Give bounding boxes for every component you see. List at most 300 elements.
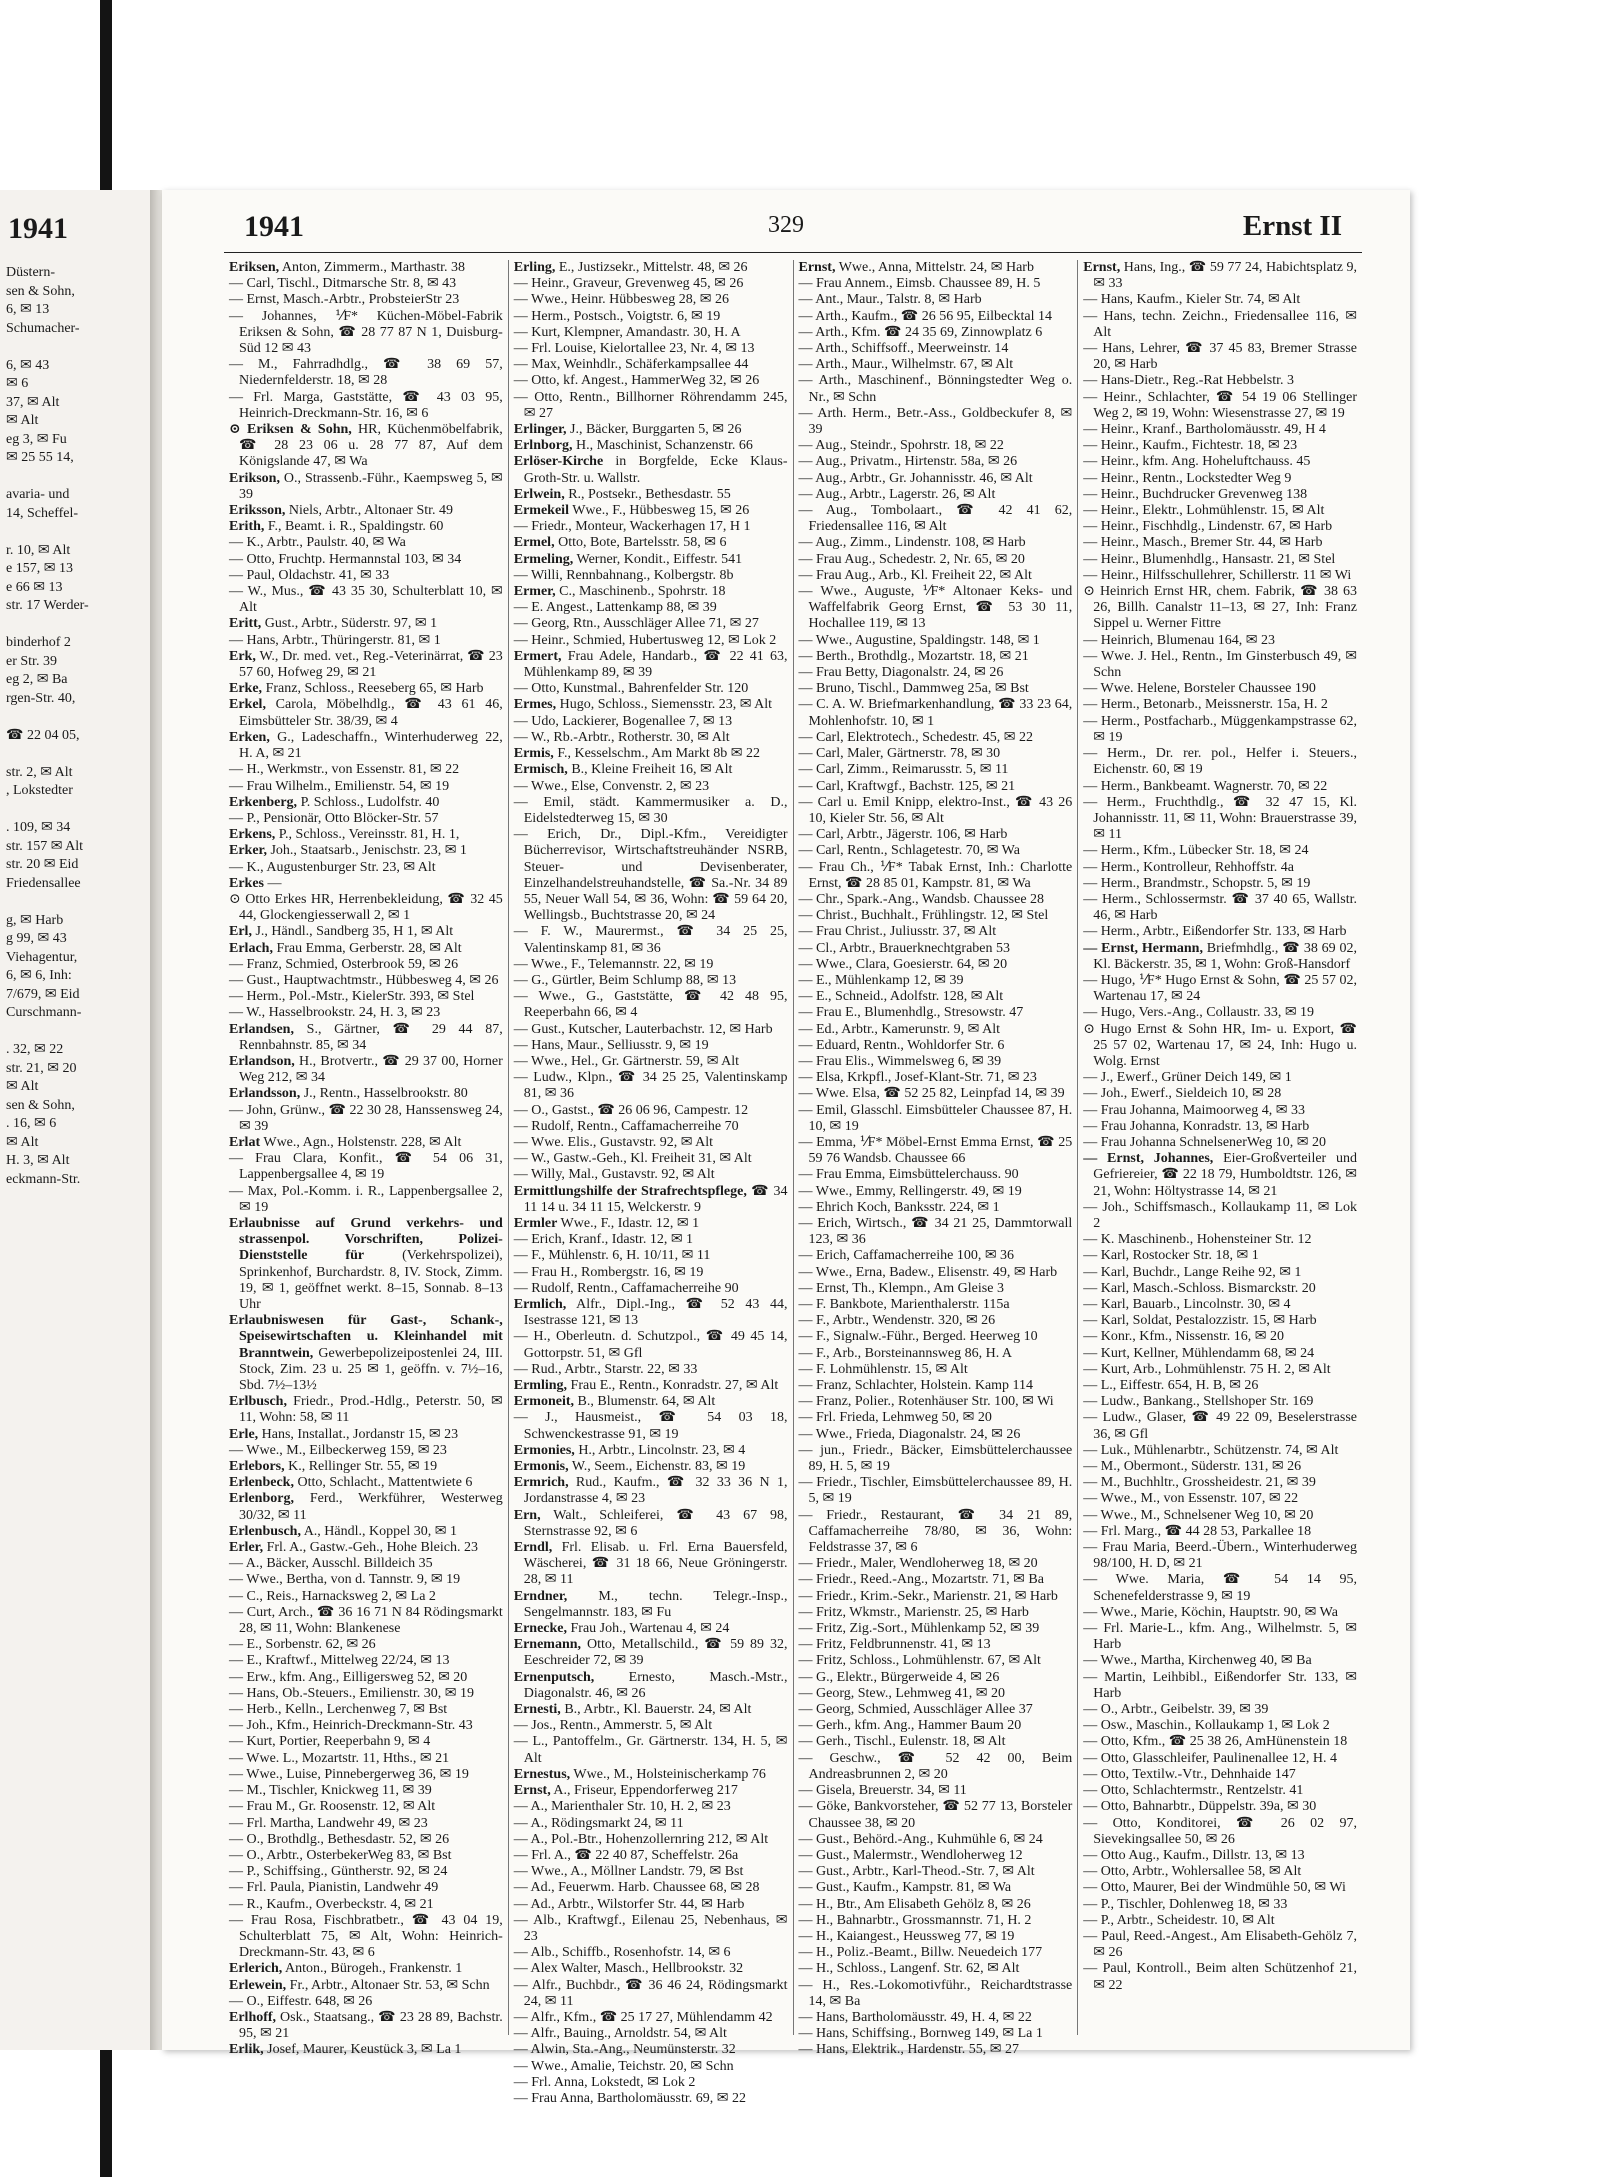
directory-entry [514,276,788,292]
entry-name: Erling, [513,260,556,275]
directory-entry [1083,1897,1357,1913]
directory-entry [799,276,1073,292]
entry-details: — Alwin, Sta.-Ang., Neumünsterstr. 32 [513,2042,736,2058]
directory-entry [514,1459,788,1475]
entry-details: Wwe., F., Idastr. 12, ✉ 1 [557,1215,700,1231]
entry-details: Gewerbepolizeipostenlei 24, III. Stock, Zim. 23 u. 25 ✉ 1, geöffn. v. 7½–16, Sbd. 7½–13½ [239,1345,503,1394]
entry-details: — John, Grünw., ☎ 22 30 28, Hanssensweg 24, ✉ 39 [229,1102,503,1134]
directory-entry [514,1945,788,1961]
directory-entry [229,568,503,584]
entry-details: E., Justizsekr., Mittelstr. 48, ✉ 26 [555,260,748,275]
directory-entry [1083,1346,1357,1362]
entry-details: — Karl, Soldat, Pestalozzistr. 15, ✉ Harb [1083,1313,1317,1329]
previous-page-line: str. 157 ✉ Alt [6,838,84,854]
entry-details: W., Seem., Eichenstr. 83, ✉ 19 [568,1459,746,1475]
entry-name: Erlandsen, [229,1021,294,1037]
entry-details: — Paul, Reed.-Angest., Am Elisabeth-Gehölz 7, ✉ 26 [1083,1928,1357,1961]
directory-entry [229,1086,503,1102]
entry-details: Alfr., Dipl.-Ing., ☎ 52 43 44, Isestrasse 121, ✉ 13 [523,1297,788,1329]
directory-entry [229,924,503,940]
entry-details: — H., Res.-Lokomotivführ., Reichardtstrasse 14, ✉ Ba [798,1977,1073,2009]
entry-name: Erlebors, [229,1459,285,1475]
directory-entry [229,860,503,876]
entry-details: — Willy, Mal., Gustavstr. 92, ✉ Alt [513,1167,715,1183]
entry-details: — O., Arbtr., Geibelstr. 39, ✉ 39 [1083,1702,1269,1718]
directory-entry [229,1848,503,1864]
directory-entry [799,552,1073,568]
directory-entry [1083,1248,1357,1264]
directory-entry [229,471,503,503]
directory-entry [229,1767,503,1783]
entry-details: Wwe., F., Hübbesweg 15, ✉ 26 [568,503,750,519]
directory-entry [799,908,1073,924]
entry-details: — Wwe. Elsa, ☎ 52 25 82, Leinpfad 14, ✉ 39 [798,1086,1065,1102]
entry-details: — Wwe., Auguste, ⅟F* Altonaer Keks- und Waffelfabrik Georg Ernst, ☎ 53 30 11, Hochallee 119, ✉ 13 [798,584,1073,632]
entry-details: C., Maschinenb., Spohrstr. 18 [555,584,726,600]
entry-details: — Frau Rosa, Fischbratbetr., ☎ 43 04 19, Schulterblatt 75, ✉ Alt, Wohn: Heinrich-Dreckmann-Str. 43, ✉ 6 [229,1912,503,1961]
entry-details: — P., Schiffsing., Güntherstr. 92, ✉ 24 [229,1864,448,1880]
entry-details: — Wwe. J. Hel., Rentn., Im Ginsterbusch 49, ✉ Schn [1083,648,1357,681]
directory-entry [1083,260,1357,292]
entry-details: — Gisela, Breuerstr. 34, ✉ 11 [798,1783,967,1799]
directory-entry [1083,1394,1357,1410]
directory-entry [514,600,788,616]
directory-entry [229,584,503,616]
entry-details: — Heinr., Hilfsschullehrer, Schillerstr. 11 ✉ Wi [1083,567,1352,583]
previous-page-line [6,893,146,912]
entry-name: Erlach, [229,940,273,956]
previous-page-line: sen & Sohn, [6,283,75,299]
directory-entry [1083,390,1357,422]
entry-name: Erlwein, [513,486,565,502]
directory-entry [229,762,503,778]
entry-details: — Heinrich, Blumenau 164, ✉ 23 [1083,632,1276,648]
previous-page-line [6,616,146,635]
previous-page-line: Düstern- [6,265,55,280]
entry-name: — Ernst, Johannes, [1083,1151,1214,1167]
directory-entry [799,1362,1073,1378]
entry-details: — Wwe. Helene, Borsteler Chaussee 190 [1083,681,1316,697]
entry-details: — M., Obermont., Süderstr. 131, ✉ 26 [1083,1459,1302,1475]
directory-entry [514,1913,788,1945]
entry-details: — Otto, Glasschleifer, Paulinenallee 12, H. 4 [1083,1750,1337,1766]
entry-name: Erler, [229,1540,264,1556]
entry-name: Ernenputsch, [513,1669,595,1685]
entry-name: Ermonies, [513,1442,575,1458]
directory-entry [799,535,1073,551]
directory-entry [229,1103,503,1135]
previous-page-line: ✉ Alt [6,1134,39,1150]
directory-entry [229,779,503,795]
directory-entry [514,1864,788,1880]
entry-details: — Otto Aug., Kaufm., Dillstr. 13, ✉ 13 [1083,1847,1305,1863]
entry-details: — Alfr., Buchbdr., ☎ 36 46 24, Rödingsmarkt 24, ✉ 11 [513,1977,788,2009]
directory-entry [799,697,1073,729]
directory-entry [1083,1265,1357,1281]
directory-entry [1083,1653,1357,1669]
entry-name: Erlenborg, [229,1491,294,1507]
entry-details: — Hans, Arbtr., Thüringerstr. 81, ✉ 1 [229,632,441,648]
entry-name: Erlewein, [229,1977,287,1993]
entry-details: F., Beamt. i. R., Spaldingstr. 60 [264,519,444,535]
directory-entry [1083,309,1357,341]
directory-entry [799,1832,1073,1848]
entry-name: Ermert, [513,648,562,664]
directory-entry [514,1410,788,1442]
directory-entry [229,1913,503,1962]
entry-details: — Wwe. Maria, ☎ 54 14 95, Schenefelderstrasse 9, ✉ 19 [1083,1572,1357,1604]
directory-entry [514,1816,788,1832]
directory-entry [799,1475,1073,1507]
directory-entry [229,1816,503,1832]
directory-entry [1083,552,1357,568]
entry-details: — Fritz, Zig.-Sort., Mühlenkamp 52, ✉ 39 [798,1621,1040,1637]
directory-entry [514,957,788,973]
entry-details: — Paul, Oldachstr. 41, ✉ 33 [229,567,390,583]
directory-entry [514,325,788,341]
entry-details: — Eduard, Rentn., Wohldorfer Str. 6 [798,1037,1005,1053]
entry-details: — Erich, Caffamacherreihe 100, ✉ 36 [798,1248,1015,1264]
directory-entry [514,697,788,713]
entry-details: — Wwe., M., Schnelsener Weg 10, ✉ 20 [1083,1507,1314,1523]
directory-entry [799,746,1073,762]
entry-details: — Otto, Schlachtermstr., Rentzelstr. 41 [1083,1783,1304,1799]
directory-entry [514,1718,788,1734]
previous-page-line [6,523,146,542]
entry-details: — Berth., Brothdlg., Mozartstr. 18, ✉ 21 [798,648,1029,664]
directory-entry [1083,1816,1357,1848]
entry-details: — Carl, Kraftwgf., Bachstr. 125, ✉ 21 [798,778,1016,794]
entry-details: — Gust., Arbtr., Karl-Theod.-Str. 7, ✉ Alt [798,1864,1035,1880]
previous-page-line: e 157, ✉ 13 [6,561,73,576]
directory-entry [1083,503,1357,519]
entry-details: — Frl. Marga, Gaststätte, ☎ 43 03 95, Heinrich-Dreckmann-Str. 16, ✉ 6 [229,389,503,421]
directory-entry [799,454,1073,470]
entry-details: — Frau M., Gr. Roosenstr. 12, ✉ Alt [229,1799,436,1815]
entry-details: — Heinr., Masch., Bremer Str. 44, ✉ Harb [1083,535,1323,551]
entry-details: Hans, Ing., ☎ 59 77 24, Habichtsplatz 9, ✉ 33 [1093,260,1357,292]
entry-name: — Ernst, Hermann, [1083,940,1203,956]
entry-details: — F., Arbtr., Wendenstr. 320, ✉ 26 [798,1313,996,1329]
entry-details: — Ad., Arbtr., Wilstorfer Str. 44, ✉ Harb [513,1896,745,1912]
entry-details: — Friedr., Reed.-Ang., Mozartstr. 71, ✉ Ba [798,1572,1044,1588]
entry-details: — P., Arbtr., Scheidestr. 10, ✉ Alt [1083,1912,1275,1928]
entry-details: — Carl, Rentn., Schlagetestr. 70, ✉ Wa [798,843,1020,859]
directory-entry [514,1621,788,1637]
entry-details: — Willi, Rennbahnang., Kolbergstr. 8b [513,567,734,583]
entry-details: — Alfr., Kfm., ☎ 25 17 27, Mühlendamm 42 [513,2009,773,2025]
entry-details: — Otto, Kunstmal., Bahrenfelder Str. 120 [513,681,749,697]
directory-entry [1083,1200,1357,1232]
directory-entry [229,1524,503,1540]
directory-entry [799,1686,1073,1702]
directory-entry [1083,1378,1357,1394]
directory-entry [229,1783,503,1799]
directory-entry [799,1734,1073,1750]
directory-entry [799,2026,1073,2042]
entry-details: — Frl. Marie-L., kfm. Ang., Wilhelmstr. 5, ✉ Harb [1083,1621,1357,1653]
entry-details: — K., Augustenburger Str. 23, ✉ Alt [229,859,436,875]
entry-details: — W., Gastw.-Geh., Kl. Freiheit 31, ✉ Alt [513,1151,752,1167]
entry-details: — Frau Christ., Juliusstr. 37, ✉ Alt [798,924,997,940]
entry-details: — Herm., Kfm., Lübecker Str. 18, ✉ 24 [1083,843,1309,859]
directory-entry [1083,746,1357,778]
entry-name: Erith, [229,519,265,535]
directory-entry [799,406,1073,438]
previous-page-line: str. 20 ✉ Eid [6,857,79,872]
entry-details: — Ludw., Glaser, ☎ 49 22 09, Beselerstrasse 36, ✉ Gfl [1083,1410,1357,1442]
entry-details: — Kurt, Klempner, Amandastr. 30, H. A [513,324,741,340]
directory-entry [229,649,503,681]
directory-entry [1083,1362,1357,1378]
directory-entry [1083,649,1357,681]
directory-entry [229,811,503,827]
entry-details: — Fritz, Wkmstr., Marienstr. 25, ✉ Harb [798,1604,1029,1620]
directory-entry [1083,422,1357,438]
entry-details: — Wwe., Marie, Köchin, Hauptstr. 90, ✉ Wa [1083,1604,1338,1620]
previous-page-line: . 32, ✉ 22 [6,1042,64,1057]
directory-entry [799,1346,1073,1362]
directory-entry [799,1297,1073,1313]
directory-entry [799,1897,1073,1913]
directory-entry [1083,1086,1357,1102]
entry-details: — Erich, Wirtsch., ☎ 34 21 25, Dammtorwall 123, ✉ 36 [798,1215,1073,1248]
directory-entry [1083,1022,1357,1071]
entry-name: Erndner, [513,1588,568,1604]
entry-name: Erkenberg, [229,794,298,810]
directory-entry [514,1022,788,1038]
entry-details: Wwe., M., Holsteinischerkamp 76 [570,1766,766,1782]
entry-details: B., Kleine Freiheit 16, ✉ Alt [567,762,733,778]
entry-details: Wwe., Anna, Mittelstr. 24, ✉ Harb [835,260,1034,275]
directory-entry [229,1022,503,1054]
directory-entry [1083,892,1357,924]
directory-entry [799,1200,1073,1216]
directory-entry [799,1670,1073,1686]
previous-page-line: Viehagentur, [6,949,78,965]
entry-details: — R., Kaufm., Overbeckstr. 4, ✉ 21 [229,1896,434,1912]
entry-details: — Wwe., F., Telemannstr. 22, ✉ 19 [513,956,714,972]
entry-details: — H., Kaiangest., Heussweg 77, ✉ 19 [798,1928,1015,1944]
directory-entry [514,681,788,697]
directory-entry [229,681,503,697]
entry-details: Otto, Schlacht., Mattentwiete 6 [293,1475,473,1491]
directory-entry [1083,1313,1357,1329]
entry-details: — Frau Elis., Wimmelsweg 6, ✉ 39 [798,1053,1002,1069]
directory-entry [799,1086,1073,1102]
directory-entry [229,1427,503,1443]
entry-details: — Frau Johanna, Maimoorweg 4, ✉ 33 [1083,1102,1305,1118]
entry-details: — M., Tischler, Knickweg 11, ✉ 39 [229,1783,432,1799]
directory-entry [514,2091,788,2107]
entry-details: — J., Hausmeist., ☎ 54 03 18, Schwenckestrasse 91, ✉ 19 [513,1410,788,1442]
entry-details: — Franz, Schlachter, Holstein. Kamp 114 [798,1378,1034,1394]
directory-entry [1083,292,1357,308]
directory-entry [1083,1005,1357,1021]
entry-details: — Hans, Elektrik., Hardenstr. 55, ✉ 27 [798,2042,1020,2058]
entry-details: — H., Oberleutn. d. Schutzpol., ☎ 49 45 14, Gottorpstr. 51, ✉ Gfl [513,1329,788,1361]
entry-details: — Carl u. Emil Knipp, elektro-Inst., ☎ 43 26 10, Kieler Str. 56, ✉ Alt [798,794,1073,826]
entry-details: — Osw., Maschin., Kollaukamp 1, ✉ Lok 2 [1083,1718,1330,1734]
entry-details: — Arth., Maur., Wilhelmstr. 67, ✉ Alt [798,357,1014,373]
directory-entry [799,2042,1073,2058]
directory-entry [1083,1718,1357,1734]
entry-details: — Heinr., Rentn., Lockstedter Weg 9 [1083,470,1292,486]
entry-details: Frau Joh., Wartenau 4, ✉ 24 [567,1621,730,1637]
entry-name: Erkes [229,875,264,891]
entry-details: — Hugo, ⅟F* Hugo Ernst & Sohn, ☎ 25 57 02, Wartenau 17, ✉ 24 [1083,972,1357,1005]
directory-entry [799,1653,1073,1669]
entry-details: Josef, Maurer, Keustück 3, ✉ La 1 [263,2042,462,2058]
entry-details: Anton., Bürogeh., Frankenstr. 1 [282,1961,463,1977]
previous-page-line: binderhof 2 [6,635,71,650]
directory-entry [799,892,1073,908]
entry-details: P. Schloss., Ludolfstr. 40 [297,794,440,810]
directory-entry [229,989,503,1005]
entry-details: — Herm., Fruchthdlg., ☎ 32 47 15, Kl. Johannisstr. 11, ✉ 11, Wohn: Brauerstrasse 39, ✉ 11 [1083,794,1357,843]
entry-details: — Wwe., Frieda, Diagonalstr. 24, ✉ 26 [798,1426,1021,1442]
directory-entry [229,973,503,989]
entry-details: — Chr., Spark.-Ang., Wandsb. Chaussee 28 [798,891,1045,907]
entry-name: Erlbusch, [229,1394,287,1410]
directory-entry [799,292,1073,308]
previous-page-line [6,745,146,764]
directory-entry [799,1880,1073,1896]
entry-details: — Alfr., Bauing., Arnoldstr. 54, ✉ Alt [513,2026,727,2042]
entry-details: Hugo, Schloss., Siemensstr. 23, ✉ Alt [556,697,773,713]
entry-details: — Frau E., Blumenhdlg., Stresowstr. 47 [798,1005,1024,1021]
directory-entry [799,730,1073,746]
entry-details: Frau E., Rentn., Konradstr. 27, ✉ Alt [567,1378,779,1394]
entry-details: — Frl. Frieda, Lehmweg 50, ✉ 20 [798,1410,992,1426]
entry-details: Osk., Staatsang., ☎ 23 28 89, Bachstr. 95, ✉ 21 [239,2009,503,2042]
directory-entry [799,1022,1073,1038]
column-4 [1078,260,1362,2035]
entry-details: — Wwe., Augustine, Spaldingstr. 148, ✉ 1 [798,632,1040,648]
entry-name: Ernst, [1083,260,1121,275]
previous-page-line: ✉ 25 55 14, [6,450,74,465]
entry-details: — Karl, Bauarb., Lincolnstr. 30, ✉ 4 [1083,1297,1291,1312]
directory-entry [229,1313,503,1394]
directory-entry [514,1734,788,1766]
directory-entry [1083,1929,1357,1961]
directory-entry [1083,373,1357,389]
entry-details: — Emil, städt. Kammermusiker a. D., Eidelstedterweg 15, ✉ 30 [513,794,788,826]
directory-entry [229,1135,503,1151]
directory-entry [799,438,1073,454]
directory-page [162,190,1410,2106]
entry-details: — Wwe., Clara, Goesierstr. 64, ✉ 20 [798,956,1008,972]
running-head: Ernst II [1242,210,1342,242]
previous-page-line: Curschmann- [6,1005,82,1020]
directory-entry [229,1734,503,1750]
entry-name: Erlat [229,1134,261,1150]
entry-details: ⊙ Heinrich Ernst HR, chem. Fabrik, ☎ 38 63 26, Billh. Canalstr 11–13, ✉ 27, Inh: Franz Sippel u. Werner Fittre [1083,584,1357,632]
directory-entry [1083,1767,1357,1783]
entry-details: — W., Mus., ☎ 43 35 30, Schulterblatt 10, ✉ Alt [229,584,503,616]
directory-entry [1083,860,1357,876]
directory-entry [799,1103,1073,1135]
entry-details: Hans, Installat., Jordanstr 15, ✉ 23 [258,1426,459,1442]
entry-details: — O., Eiffestr. 648, ✉ 26 [229,1993,373,2009]
directory-entry [799,260,1073,276]
entry-details: — Heinr., Schlachter, ☎ 54 19 06 Stellinger Weg 2, ✉ 19, Wohn: Wiesenstrasse 27, ✉ 19 [1083,389,1357,421]
directory-entry [1083,1135,1357,1151]
entry-details: J., Händl., Sandberg 35, H 1, ✉ Alt [251,924,454,940]
directory-entry [229,1751,503,1767]
entry-name: Ermekeil [513,503,569,519]
entry-details: — Hugo, Vers.-Ang., Collaustr. 33, ✉ 19 [1083,1005,1315,1021]
entry-details: — Frau Betty, Diagonalstr. 24, ✉ 26 [798,665,1004,681]
directory-entry [514,309,788,325]
entry-details: — Frl. Marg., ☎ 44 28 53, Parkallee 18 [1083,1523,1312,1539]
entry-details: — Aug., Tombolaart., ☎ 42 41 62, Friedensallee 116, ✉ Alt [798,503,1073,535]
directory-entry [514,1508,788,1540]
entry-details: — Wwe., M., Eilbeckerweg 159, ✉ 23 [229,1442,447,1458]
entry-details: — Heinr., Kaufm., Fichtestr. 18, ✉ 23 [1083,438,1298,454]
directory-entry [799,1799,1073,1831]
entry-details: — Aug., Steindr., Spohrstr. 18, ✉ 22 [798,438,1004,454]
directory-entry [1083,795,1357,844]
entry-name: Erlandsson, [229,1086,301,1102]
entry-details: Frl. A., Gastw.-Geh., Hohe Bleich. 23 [263,1540,478,1556]
entry-details: — Fritz, Schloss., Lohmühlenstr. 67, ✉ Alt [798,1653,1041,1669]
entry-details: — Gust., Malermstr., Wendloherweg 12 [798,1847,1023,1863]
directory-entry [514,1054,788,1070]
entry-details: — H., Btr., Am Elisabeth Gehölz 8, ✉ 26 [798,1896,1031,1912]
previous-page-line: , Lokstedter [6,783,73,798]
entry-details: — Georg, Rtn., Ausschläger Allee 71, ✉ 27 [513,616,759,632]
directory-entry [514,973,788,989]
entry-details: — Paul, Kontroll., Beim alten Schützenhof 21, ✉ 22 [1083,1961,1357,1993]
previous-page-line [6,1023,146,1042]
directory-entry [514,1119,788,1135]
entry-details: — L., Pantoffelm., Gr. Gärtnerstr. 134, H. 5, ✉ Alt [513,1734,788,1766]
entry-details: — Ludw., Klpn., ☎ 34 25 25, Valentinskamp 81, ✉ 36 [513,1070,788,1102]
previous-page-line: eg 2, ✉ Ba [6,672,68,687]
entry-name: Ernst, [513,1783,551,1799]
directory-entry [514,1799,788,1815]
entry-name: Eritt, [229,616,262,632]
entry-details: — Hans, Maur., Selliusstr. 9, ✉ 19 [513,1037,709,1053]
previous-page-line: ✉ 6 [6,376,29,391]
entry-details: — Jos., Rentn., Ammerstr. 5, ✉ Alt [513,1718,713,1734]
directory-entry [799,1135,1073,1167]
entry-details: A., Händl., Koppel 30, ✉ 1 [300,1523,457,1539]
entry-details: — Franz, Polier., Rotenhäuser Str. 100, ✉ Wi [798,1394,1054,1410]
directory-entry [1083,1880,1357,1896]
directory-entry [514,616,788,632]
directory-entry [799,762,1073,778]
entry-details: in Borgfelde, Ecke Klaus-Groth-Str. u. Wallstr. [523,454,788,486]
directory-entry [514,1135,788,1151]
directory-entry [799,1978,1073,2010]
page-year: 1941 [244,210,304,243]
entry-details: Anton, Zimmerm., Marthastr. 38 [279,260,466,275]
directory-entry [229,1151,503,1183]
entry-details: — F., Signalw.-Führ., Berged. Heerweg 10 [798,1329,1038,1345]
directory-entry [1083,924,1357,940]
entry-details: M., techn. Telegr.-Insp., Sengelmannstr. 183, ✉ Fu [523,1588,788,1620]
directory-entry [514,292,788,308]
directory-entry [514,633,788,649]
entry-name: Ernst, [798,260,836,275]
directory-entry [1083,1702,1357,1718]
entry-details: — Wwe., Bertha, von d. Tannstr. 9, ✉ 19 [229,1572,461,1588]
directory-entry [799,568,1073,584]
directory-entry [229,390,503,422]
directory-entry [799,1621,1073,1637]
